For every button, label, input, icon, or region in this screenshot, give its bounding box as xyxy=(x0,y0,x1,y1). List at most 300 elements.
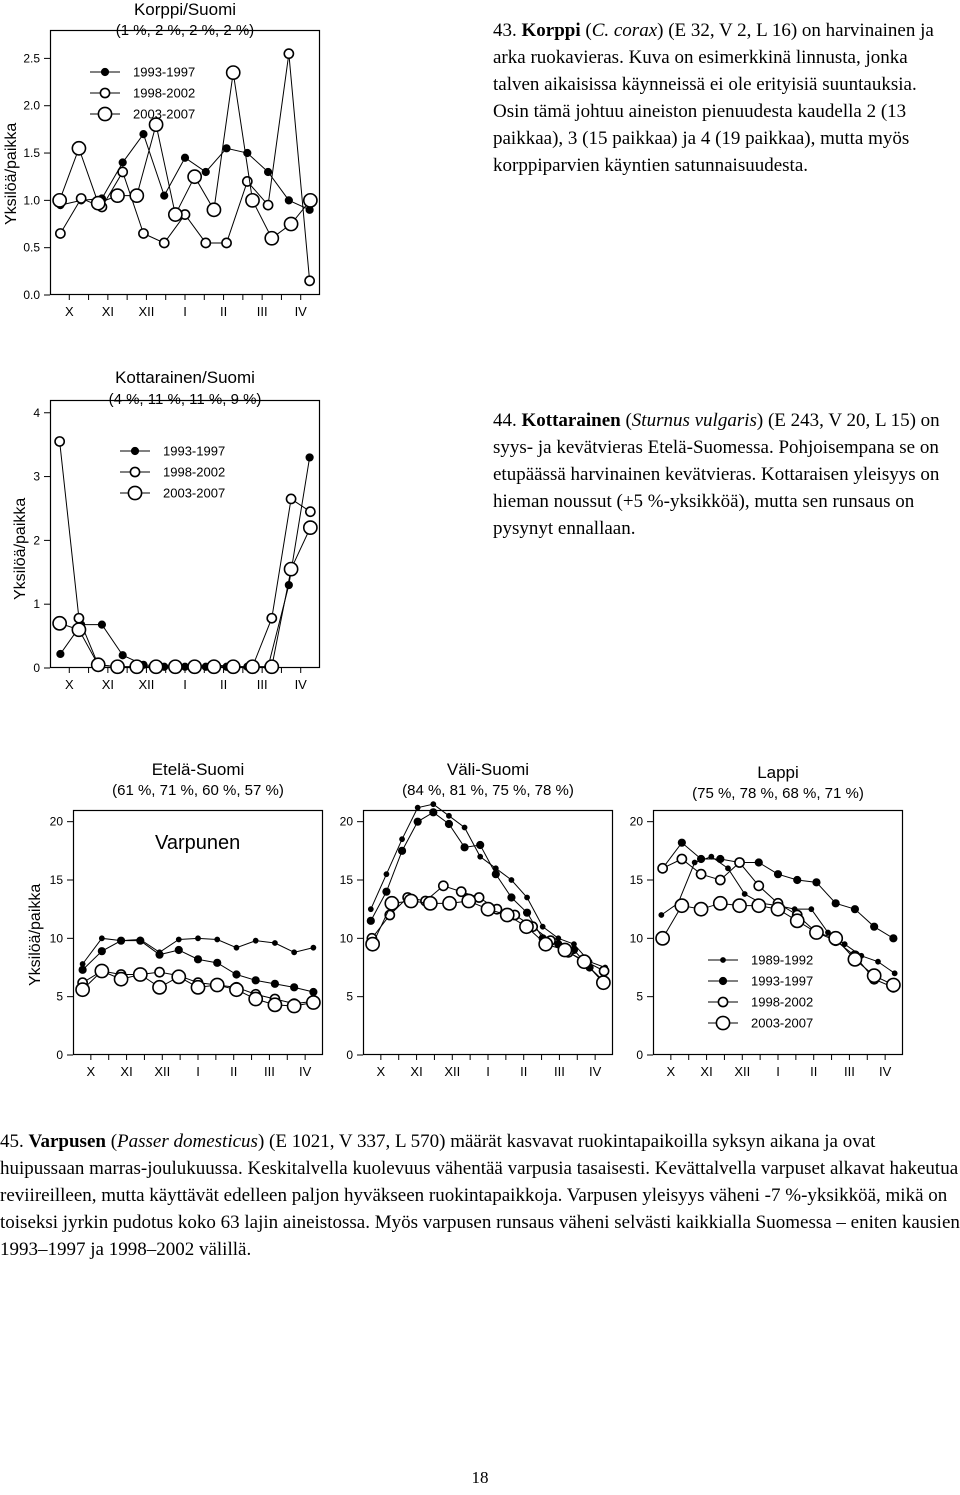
data-point xyxy=(252,977,259,984)
data-point xyxy=(447,813,452,818)
y-axis-label: Yksilöä/paikka xyxy=(12,497,29,600)
data-point xyxy=(477,841,484,848)
y-tick-label: 20 xyxy=(629,814,643,829)
data-point xyxy=(134,968,147,981)
legend xyxy=(120,444,225,501)
species-name: Kottarainen xyxy=(521,410,621,431)
data-point xyxy=(267,614,276,623)
series-1989-1992 xyxy=(368,802,607,970)
data-point xyxy=(92,197,105,210)
data-point xyxy=(288,999,301,1012)
x-tick-label: XII xyxy=(154,1064,171,1079)
data-point xyxy=(271,980,278,987)
y-tick-label: 5 xyxy=(56,989,63,1004)
data-point xyxy=(156,951,163,958)
y-tick-label: 15 xyxy=(49,873,63,887)
x-tick-label: III xyxy=(844,1064,855,1079)
chart-etela-suomi xyxy=(27,760,323,1079)
data-point xyxy=(194,956,201,963)
data-point xyxy=(222,238,231,247)
data-point xyxy=(249,992,262,1005)
data-point xyxy=(696,870,705,879)
data-point xyxy=(98,621,105,628)
data-point xyxy=(201,238,210,247)
data-point xyxy=(74,614,83,623)
legend-label: 2003-2007 xyxy=(163,485,226,501)
y-tick-label: 0 xyxy=(346,1048,353,1062)
data-point xyxy=(439,881,448,890)
data-point xyxy=(230,983,243,996)
data-point xyxy=(118,167,127,176)
data-point xyxy=(868,969,881,982)
data-point xyxy=(430,809,437,816)
data-point xyxy=(140,131,147,138)
data-point xyxy=(771,903,784,916)
data-point xyxy=(307,996,320,1009)
data-point xyxy=(265,232,278,245)
x-tick-label: X xyxy=(86,1064,96,1079)
x-tick-label: IV xyxy=(294,677,307,692)
data-point xyxy=(137,937,144,944)
legend-label: 1993-1997 xyxy=(133,64,196,80)
data-point xyxy=(523,909,530,916)
data-point xyxy=(253,938,258,943)
data-point xyxy=(214,959,221,966)
data-point xyxy=(794,876,801,883)
data-point xyxy=(99,936,104,941)
x-tick-label: IV xyxy=(878,1064,892,1079)
data-point xyxy=(384,872,389,877)
x-tick-label: III xyxy=(256,677,268,692)
chart-lappi xyxy=(629,763,903,1079)
data-point xyxy=(366,938,379,951)
data-point xyxy=(223,145,230,152)
x-tick-label: II xyxy=(219,677,228,692)
chart-kottarainen xyxy=(12,368,320,692)
y-tick-label: 0.5 xyxy=(23,240,40,255)
data-point xyxy=(56,229,65,238)
data-point xyxy=(876,959,881,964)
y-tick-label: 10 xyxy=(629,931,643,946)
data-point xyxy=(659,913,664,918)
data-point xyxy=(284,562,297,575)
data-point xyxy=(72,142,85,155)
data-point xyxy=(400,837,405,842)
chart-subtitle: (4 %, 11 %, 11 %, 9 %) xyxy=(108,391,262,408)
data-point xyxy=(871,923,878,930)
x-tick-label: I xyxy=(486,1064,490,1079)
x-tick-label: X xyxy=(666,1064,676,1079)
data-point xyxy=(98,107,111,120)
x-tick-label: III xyxy=(256,304,268,319)
data-point xyxy=(892,971,897,976)
data-point xyxy=(160,238,169,247)
data-point xyxy=(263,200,272,209)
legend-label: 1998-2002 xyxy=(751,994,814,1010)
data-point xyxy=(656,932,669,945)
series-line xyxy=(663,843,894,939)
data-point xyxy=(114,973,127,986)
series-line xyxy=(60,528,311,667)
data-point xyxy=(285,197,292,204)
data-point xyxy=(754,881,763,890)
chart-title: Korppi/Suomi xyxy=(133,0,237,19)
data-point xyxy=(508,894,515,901)
data-point xyxy=(72,623,85,636)
data-point xyxy=(80,962,85,967)
data-point xyxy=(284,217,297,230)
chart-title: Kottarainen/Suomi xyxy=(115,368,255,387)
x-tick-label: IV xyxy=(588,1064,602,1079)
x-tick-label: X xyxy=(64,677,74,692)
species-name: Korppi xyxy=(521,20,581,41)
data-point xyxy=(558,943,571,956)
data-point xyxy=(658,864,667,873)
data-point xyxy=(735,858,744,867)
x-tick-label: II xyxy=(810,1064,818,1079)
data-point xyxy=(462,894,475,907)
data-point xyxy=(53,194,66,207)
chart-subtitle: (75 %, 78 %, 68 %, 71 %) xyxy=(692,785,864,802)
data-point xyxy=(149,660,162,673)
data-point xyxy=(130,189,143,202)
x-tick-label: XII xyxy=(444,1064,461,1079)
data-point xyxy=(117,937,124,944)
data-point xyxy=(306,454,313,461)
data-point xyxy=(733,899,746,912)
data-point xyxy=(742,892,747,897)
data-point xyxy=(233,971,240,978)
y-tick-label: 1.5 xyxy=(23,146,40,161)
data-point xyxy=(809,907,814,912)
data-point xyxy=(55,437,64,446)
data-point xyxy=(227,660,240,673)
series-1998-2002 xyxy=(367,881,608,975)
x-tick-label: III xyxy=(554,1064,565,1079)
data-point xyxy=(726,866,731,871)
legend-label: 1989-1992 xyxy=(751,952,814,968)
data-point xyxy=(848,953,861,966)
x-tick-label: XI xyxy=(700,1064,713,1079)
chart-subtitle: (1 %, 2 %, 2 %, 2 %) xyxy=(115,22,255,39)
page-number: 18 xyxy=(471,1468,489,1487)
data-point xyxy=(188,660,201,673)
data-point xyxy=(292,950,297,955)
data-point xyxy=(851,906,858,913)
data-point xyxy=(572,942,577,947)
series-2003-2007 xyxy=(76,964,320,1012)
y-axis-label: Yksilöä/paikka xyxy=(27,883,44,986)
data-point xyxy=(887,978,900,991)
series-1998-2002 xyxy=(56,49,314,285)
chart-subtitle: (61 %, 71 %, 60 %, 57 %) xyxy=(112,782,284,799)
data-point xyxy=(829,932,842,945)
data-point xyxy=(304,194,317,207)
x-tick-label: X xyxy=(64,304,74,319)
data-point xyxy=(520,920,533,933)
data-point xyxy=(265,660,278,673)
plot-area xyxy=(23,30,320,319)
x-tick-label: XII xyxy=(138,677,155,692)
data-point xyxy=(457,887,466,896)
x-tick-label: II xyxy=(219,304,228,319)
y-tick-label: 0 xyxy=(56,1048,63,1062)
data-point xyxy=(556,936,561,941)
data-point xyxy=(714,897,727,910)
chart-title: Väli-Suomi xyxy=(446,760,530,779)
data-point xyxy=(525,895,530,900)
species-description: ) (E 243, V 20, L 15) on syys- ja kevätvieras Etelä-Suomessa. Pohjoisempana se on etupäässä harvinainen kevätvieras. Kottaraisen yleisyys on hieman noussut (+5 %-yksikköä), mutta sen runsaus on pysynyt ennallaan. xyxy=(493,410,940,539)
data-point xyxy=(169,208,182,221)
data-point xyxy=(130,467,139,476)
data-point xyxy=(172,970,185,983)
data-point xyxy=(130,660,143,673)
species-number: 44. xyxy=(493,410,517,431)
data-point xyxy=(414,818,421,825)
x-tick-label: X xyxy=(376,1064,386,1079)
data-point xyxy=(202,168,209,175)
data-point xyxy=(246,194,259,207)
y-tick-label: 0 xyxy=(636,1048,643,1062)
data-point xyxy=(597,976,610,989)
series-1993-1997 xyxy=(659,839,897,942)
data-point xyxy=(176,937,181,942)
data-point xyxy=(383,888,390,895)
species-description: ) (E 1021, V 337, L 570) määrät kasvavat ruokintapaikoilla syksyn aikana ja ovat huipussaan marras-joulukuussa. Keskitalvella kuolevuus vähentää varpusia tasaisesti. Kevättalvella varpuset alkavat hakeutua reviireilleen, mutta käyttävät edelleen paljon hyväkseen ruokintapaikkoja. Varpusen yleisyys väheni -7 %-yksikköä, mikä on toiseksi jyrkin pudotus koko 63 lajin aineistossa. Myös varpusen runsaus väheni selvästi kaikkialla Suomessa – eniten kausien 1993–1997 ja 1998–2002 välillä. xyxy=(0,1131,960,1260)
legend-label: 1998-2002 xyxy=(163,464,226,480)
data-point xyxy=(721,958,726,963)
y-tick-label: 5 xyxy=(346,989,353,1004)
legend-label: 1998-2002 xyxy=(133,85,196,101)
data-point xyxy=(311,945,316,950)
data-point xyxy=(98,948,105,955)
data-point xyxy=(424,897,437,910)
data-point xyxy=(719,977,726,984)
x-tick-label: XI xyxy=(101,677,115,692)
data-point xyxy=(692,860,697,865)
x-tick-label: II xyxy=(230,1064,238,1079)
data-point xyxy=(716,1016,729,1029)
x-tick-label: XII xyxy=(734,1064,751,1079)
data-point xyxy=(752,899,765,912)
data-point xyxy=(234,945,239,950)
chart-korppi xyxy=(3,0,320,319)
y-tick-label: 1.0 xyxy=(23,193,40,208)
x-tick-label: XII xyxy=(138,304,155,319)
series-line xyxy=(371,804,605,967)
data-point xyxy=(95,964,108,977)
data-point xyxy=(264,168,271,175)
data-point xyxy=(268,998,281,1011)
data-point xyxy=(832,900,839,907)
data-point xyxy=(404,894,417,907)
species-description: ) (E 32, V 2, L 16) on harvinainen ja arka ruokavieras. Kuva on esimerkkinä linnusta, jonka talven aikaisissa käynneissä ei ole erityisiä suuntauksia. Osin tämä johtuu aineiston pienuudesta kaudella 2 (13 paikkaa), 3 (15 paikkaa) ja 4 (19 paikkaa), mutta myös korppiparvien käyntien satunnaisuudesta. xyxy=(493,20,934,176)
data-point xyxy=(215,937,220,942)
chart-subtitle: (84 %, 81 %, 75 %, 78 %) xyxy=(402,782,574,799)
data-point xyxy=(539,938,552,951)
data-point xyxy=(716,875,725,884)
data-point xyxy=(481,903,494,916)
data-point xyxy=(709,854,714,859)
legend xyxy=(708,953,813,1031)
chart-title: Lappi xyxy=(757,763,799,782)
y-tick-label: 2 xyxy=(33,533,40,548)
data-point xyxy=(53,617,66,630)
text-varpunen: 45. Varpusen (Passer domesticus) (E 1021, V 337, L 570) määrät kasvavat ruokintapaikoilla syksyn aikana ja ovat huipussaan marras-joulukuussa. Keskitalvella kuolevuus vähentää varpusia tasaisesti. Kevättalvella varpuset alkavat hakeutua reviireilleen, mutta käyttävät edelleen paljon hyväkseen ruokintapaikkoja. Varpusen yleisyys väheni -7 %-yksikköä, mikä on toiseksi jyrkin pudotus koko 63 lajin aineistossa. Myös varpusen runsaus väheni selvästi kaikkialla Suomessa – eniten kausien 1993–1997 ja 1998–2002 välillä. xyxy=(0,1131,960,1260)
x-tick-label: XI xyxy=(410,1064,423,1079)
x-tick-label: I xyxy=(183,677,187,692)
y-tick-label: 10 xyxy=(339,931,353,946)
data-point xyxy=(227,66,240,79)
data-point xyxy=(445,820,452,827)
legend-label: 1993-1997 xyxy=(163,443,226,459)
chart-title: Etelä-Suomi xyxy=(151,760,245,779)
y-axis-label: Yksilöä/paikka xyxy=(3,122,20,225)
x-tick-label: I xyxy=(776,1064,780,1079)
data-point xyxy=(119,652,126,659)
data-point xyxy=(774,871,781,878)
data-point xyxy=(791,914,804,927)
data-point xyxy=(207,660,220,673)
data-point xyxy=(755,859,762,866)
data-point xyxy=(273,941,278,946)
latin-name: Passer domesticus xyxy=(117,1131,258,1152)
x-tick-label: II xyxy=(520,1064,528,1079)
data-point xyxy=(540,924,545,929)
data-point xyxy=(501,908,514,921)
data-point xyxy=(111,660,124,673)
data-point xyxy=(678,839,685,846)
data-point xyxy=(119,159,126,166)
plot-area xyxy=(629,810,903,1079)
data-point xyxy=(169,660,182,673)
data-point xyxy=(431,802,436,807)
legend-label: 2003-2007 xyxy=(751,1015,814,1031)
data-point xyxy=(398,847,405,854)
data-point xyxy=(306,507,315,516)
y-tick-label: 4 xyxy=(33,405,40,420)
data-point xyxy=(310,988,317,995)
y-tick-label: 2.5 xyxy=(23,51,40,66)
data-point xyxy=(461,844,468,851)
data-point xyxy=(196,936,201,941)
latin-name: Sturnus vulgaris xyxy=(631,410,757,431)
x-tick-label: XI xyxy=(101,304,115,319)
species-name: Varpusen xyxy=(28,1131,106,1152)
y-tick-label: 15 xyxy=(339,873,353,887)
data-point xyxy=(111,189,124,202)
legend-label: 2003-2007 xyxy=(133,106,196,122)
data-point xyxy=(677,854,686,863)
y-tick-label: 3 xyxy=(33,469,40,484)
data-point xyxy=(57,650,64,657)
y-tick-label: 0.0 xyxy=(23,288,40,302)
x-tick-label: IV xyxy=(298,1064,312,1079)
data-point xyxy=(462,825,467,830)
data-point xyxy=(188,170,201,183)
x-tick-label: IV xyxy=(294,304,307,319)
data-point xyxy=(367,917,374,924)
data-point xyxy=(694,903,707,916)
chart-vali-suomi xyxy=(339,760,613,1079)
data-point xyxy=(578,955,591,968)
data-point xyxy=(161,192,168,199)
plot-area xyxy=(33,400,320,692)
y-tick-label: 2.0 xyxy=(23,98,40,113)
data-point xyxy=(304,521,317,534)
data-point xyxy=(191,981,204,994)
y-tick-label: 15 xyxy=(629,873,643,887)
y-tick-label: 20 xyxy=(49,814,63,829)
data-point xyxy=(131,447,138,454)
data-point xyxy=(305,276,314,285)
data-point xyxy=(211,978,224,991)
legend xyxy=(90,65,195,122)
data-point xyxy=(415,805,420,810)
species-number: 43. xyxy=(493,20,517,41)
data-point xyxy=(79,966,86,973)
x-tick-label: XI xyxy=(120,1064,133,1079)
y-tick-label: 10 xyxy=(49,931,63,946)
y-tick-label: 1 xyxy=(33,597,40,612)
x-tick-label: I xyxy=(183,304,187,319)
x-tick-label: I xyxy=(196,1064,200,1079)
data-point xyxy=(155,968,164,977)
data-point xyxy=(368,907,373,912)
data-point xyxy=(246,660,259,673)
data-point xyxy=(291,984,298,991)
y-tick-label: 0 xyxy=(33,661,40,675)
species-number: 45. xyxy=(0,1131,24,1152)
data-point xyxy=(100,88,109,97)
data-point xyxy=(509,878,514,883)
data-point xyxy=(139,229,148,238)
data-point xyxy=(443,897,456,910)
text-korppi: 43. Korppi (C. corax) (E 32, V 2, L 16) on harvinainen ja arka ruokavieras. Kuva on esimerkkinä linnusta, jonka talven aikaisissa käynneissä ei ole erityisiä suuntauksia. Osin tämä johtuu aineiston pienuudesta kaudella 2 (13 paikkaa), 3 (15 paikkaa) ja 4 (19 paikkaa), mutta myös korppiparvien käyntien satunnaisuudesta. xyxy=(493,20,934,176)
data-point xyxy=(478,854,483,859)
data-point xyxy=(286,494,295,503)
data-point xyxy=(175,946,182,953)
data-point xyxy=(385,897,398,910)
data-point xyxy=(813,879,820,886)
data-point xyxy=(675,899,688,912)
data-point xyxy=(810,926,823,939)
data-point xyxy=(492,871,499,878)
data-point xyxy=(77,194,86,203)
y-tick-label: 20 xyxy=(339,814,353,829)
text-kottarainen: 44. Kottarainen (Sturnus vulgaris) (E 243, V 20, L 15) on syys- ja kevätvieras Etelä-Suomessa. Pohjoisempana se on etupäässä harvinainen kevätvieras. Kottaraisen yleisyys on hieman noussut (+5 %-yksikköä), mutta sen runsaus on pysynyt ennallaan. xyxy=(493,410,940,539)
latin-name: C. corax xyxy=(591,20,658,41)
species-label: Varpunen xyxy=(155,832,241,854)
data-point xyxy=(718,997,727,1006)
data-point xyxy=(181,154,188,161)
y-tick-label: 5 xyxy=(636,989,643,1004)
legend-label: 1993-1997 xyxy=(751,973,814,989)
data-point xyxy=(697,855,704,862)
data-point xyxy=(92,658,105,671)
data-point xyxy=(128,486,141,499)
x-tick-label: III xyxy=(264,1064,275,1079)
data-point xyxy=(76,983,89,996)
data-point xyxy=(101,68,108,75)
data-point xyxy=(153,981,166,994)
plot-area xyxy=(339,810,613,1079)
data-point xyxy=(284,49,293,58)
data-point xyxy=(717,855,724,862)
data-point xyxy=(599,966,608,975)
data-point xyxy=(890,935,897,942)
data-point xyxy=(207,203,220,216)
